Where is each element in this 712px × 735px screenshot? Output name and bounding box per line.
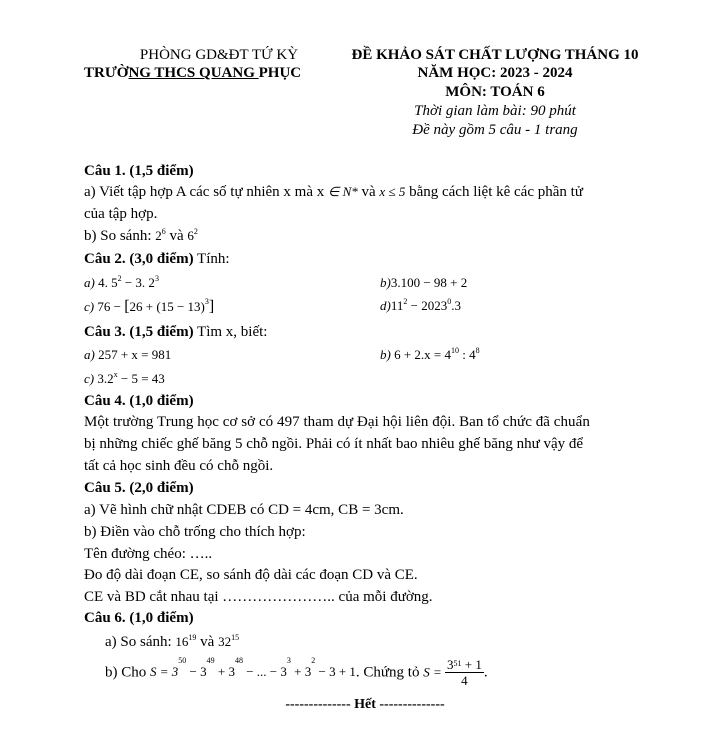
q6-b-num-tail: + 1 <box>461 657 482 672</box>
q2-d-e2: 0 <box>447 297 452 306</box>
q2-d-e1: 2 <box>403 297 408 306</box>
q6-b-m1: − 3 <box>186 664 207 680</box>
q2-c-p1: 76 − <box>97 299 125 314</box>
q6-a-base2: 32 <box>218 634 232 649</box>
q3-c-e: x <box>113 370 118 379</box>
q1-a-math-set: ∈ N* <box>328 184 358 199</box>
q1-b-exp1: 6 <box>161 227 166 236</box>
q2-d <box>380 298 461 314</box>
q1-b-base1: 2 <box>155 228 162 243</box>
q2-d-p2: − 2023 <box>407 298 448 313</box>
q6-b-s: S = 3 <box>150 664 179 680</box>
q2-d-label: d) <box>380 298 391 313</box>
q3-b-e2: 8 <box>475 346 480 355</box>
q3-title-tail: Tìm x, biết: <box>193 324 268 340</box>
subject: MÔN: TOÁN 6 <box>445 84 545 100</box>
q2-b-expr: 3.100 − 98 + 2 <box>390 275 468 290</box>
q6-b-e50: 50 <box>178 656 187 665</box>
q1-b-exp2: 2 <box>193 227 198 236</box>
q6-a-exp1: 19 <box>188 633 197 642</box>
q5-a: a) Vẽ hình chữ nhật CDEB có CD = 4cm, CB = 3cm. <box>84 502 404 518</box>
q1-a <box>84 184 583 201</box>
q3-b-p1: 6 + 2.x = 4 <box>390 347 452 362</box>
q4-title: Câu 4. (1,0 điểm) <box>84 393 194 409</box>
q6-b <box>105 657 488 689</box>
q3-title <box>84 324 267 341</box>
q5-diagonal: Tên đường chéo: ….. <box>84 546 213 562</box>
q6-b-e2: 2 <box>311 656 316 665</box>
end-marker: -------------- Hết -------------- <box>285 697 445 712</box>
q2-c-right-bracket: ] <box>208 298 215 315</box>
school-name <box>84 65 301 82</box>
q2-a <box>84 275 159 291</box>
q6-a <box>105 634 239 651</box>
q6-b-numerator <box>445 657 484 673</box>
page-count: Đề này gồm 5 câu - 1 trang <box>412 122 578 138</box>
q2-title-bold: Câu 2. (3,0 điểm) <box>84 251 194 267</box>
q3-c <box>84 371 165 387</box>
q6-b-m5: − 3 + 1 <box>315 664 356 680</box>
q4-line1: Một trường Trung học cơ sở có 497 tham dự Đại hội liên đội. Ban tổ chức đã chuẩn <box>84 414 590 430</box>
q1-a-math-cond: x ≤ 5 <box>379 184 406 199</box>
q2-c-p2: 26 + (15 − 13) <box>129 299 205 314</box>
q3-c-label: c) <box>84 371 95 386</box>
q1-b <box>84 228 198 245</box>
q6-b-denominator: 4 <box>461 673 468 688</box>
q2-b <box>380 275 467 291</box>
q6-a-and: và <box>196 634 219 650</box>
q6-b-m4: + 3 <box>290 664 312 680</box>
q2-c-left-bracket: [ <box>124 298 130 315</box>
q6-b-num-exp: 51 <box>453 659 462 668</box>
q1-a-text: a) Viết tập hợp A các số tự nhiên x mà x <box>84 184 328 200</box>
q3-a <box>84 347 171 363</box>
q2-d-p3: .3 <box>451 298 461 313</box>
q3-b-p2: : 4 <box>459 347 476 362</box>
q6-b-e3: 3 <box>286 656 291 665</box>
q6-a-exp2: 15 <box>231 633 240 642</box>
q1-b-base2: 6 <box>187 228 194 243</box>
exam-title: ĐỀ KHẢO SÁT CHẤT LƯỢNG THÁNG 10 <box>351 47 639 63</box>
q6-b-s2: S = <box>423 664 445 680</box>
exam-time: Thời gian làm bài: 90 phút <box>414 103 576 119</box>
q1-a-text-tail: bằng cách liệt kê các phần tử <box>405 184 583 200</box>
q6-b-m2: + 3 <box>214 664 235 680</box>
q5-intersect: CE và BD cắt nhau tại ………………….. của mỗi đường. <box>84 589 433 605</box>
q3-b-e1: 10 <box>451 346 460 355</box>
school-name-underlined: NG THCS QUANG <box>128 65 259 81</box>
q4-line2: bị những chiếc ghế băng 5 chỗ ngồi. Phải có ít nhất bao nhiêu ghế băng như vậy để <box>84 436 584 452</box>
q5-title: Câu 5. (2,0 điểm) <box>84 480 194 496</box>
school-name-part1: TRƯỜ <box>84 65 129 81</box>
q6-b-m3: − ... − 3 <box>242 664 287 680</box>
q1-b-and: và <box>165 228 188 244</box>
q3-a-label: a) <box>84 347 95 362</box>
department-name: PHÒNG GD&ĐT TỨ KỲ <box>139 47 299 63</box>
q3-b-label: b) <box>380 347 391 362</box>
q6-b-e48: 48 <box>234 656 243 665</box>
q2-a-e2: 3 <box>154 274 159 283</box>
q6-b-text: b) Cho <box>105 664 150 681</box>
school-name-part3: PHỤC <box>258 65 302 81</box>
q6-b-prove: . Chứng tỏ <box>355 664 424 681</box>
q2-a-p1: 4. 5 <box>94 275 118 290</box>
q5-b: b) Điền vào chỗ trống cho thích hợp: <box>84 524 306 540</box>
q2-a-label: a) <box>84 275 95 290</box>
q2-a-p2: − 3. 2 <box>121 275 155 290</box>
q3-a-expr: 257 + x = 981 <box>94 347 172 362</box>
q1-a-and: và <box>357 184 380 200</box>
q2-title-tail: Tính: <box>193 251 230 267</box>
q2-d-p1: 11 <box>390 298 404 313</box>
q1-title: Câu 1. (1,5 điểm) <box>84 163 194 179</box>
q2-c-label: c) <box>84 299 95 314</box>
school-year: NĂM HỌC: 2023 - 2024 <box>417 65 573 81</box>
q6-b-fraction <box>445 657 484 689</box>
q4-line3: tất cả học sinh đều có chỗ ngồi. <box>84 458 274 474</box>
q2-a-e1: 2 <box>117 274 122 283</box>
q6-b-num-base: 3 <box>447 657 454 672</box>
q1-a-line2: của tập hợp. <box>84 206 158 222</box>
q3-c-p1: 3.2 <box>97 371 114 386</box>
q2-c-e: 3 <box>204 297 209 306</box>
q2-c <box>84 298 214 316</box>
q6-a-text: a) So sánh: <box>105 634 176 650</box>
q6-a-base1: 16 <box>175 634 189 649</box>
q5-measure: Đo độ dài đoạn CE, so sánh độ dài các đoạn CD và CE. <box>84 567 418 583</box>
q3-c-p2: − 5 = 43 <box>117 371 165 386</box>
q6-b-e49: 49 <box>206 656 215 665</box>
q1-b-text: b) So sánh: <box>84 228 156 244</box>
q3-title-bold: Câu 3. (1,5 điểm) <box>84 324 194 340</box>
q3-b <box>380 347 480 363</box>
q2-title <box>84 251 230 268</box>
q6-b-end: . <box>483 664 488 681</box>
q2-b-label: b) <box>380 275 391 290</box>
q6-title: Câu 6. (1,0 điểm) <box>84 610 194 626</box>
